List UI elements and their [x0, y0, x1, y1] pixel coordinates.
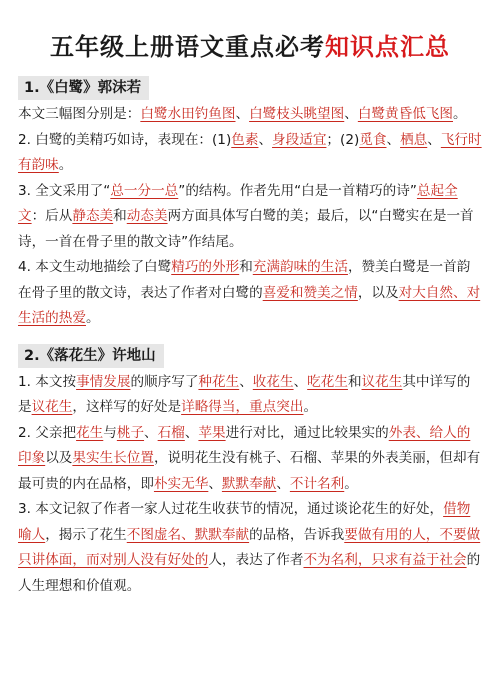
key-point: 白鹭枝头眺望图: [249, 106, 345, 122]
key-point: 苹果: [198, 424, 226, 441]
section-header: 2.《落花生》许地山: [18, 344, 164, 368]
key-point: 静态美: [72, 208, 114, 224]
key-point: 花生: [76, 424, 104, 441]
key-point: 飞行时有韵味: [18, 131, 482, 173]
key-point: 朴实无华: [153, 475, 209, 492]
paragraph: [18, 128, 482, 179]
text-run: 、: [208, 475, 222, 492]
key-point: 外表、给人的印象: [18, 424, 471, 466]
key-point: 不为名利，只求有益于社会: [303, 552, 467, 568]
text-run: 。: [344, 475, 358, 492]
text-run: 、: [258, 131, 273, 148]
key-point: 桃子: [116, 424, 145, 441]
key-point: 总一分一总: [110, 182, 179, 199]
key-point: 动态美: [126, 208, 168, 224]
key-point: 种花生: [198, 373, 240, 390]
text-run: 3. 全文采用了“: [18, 182, 111, 199]
text-run: 人，表达了作者: [208, 552, 304, 568]
paragraph: [18, 497, 482, 599]
section-header: 1.《白鹭》郭沫若: [18, 76, 149, 100]
text-run: 、: [144, 424, 158, 441]
text-run: ”的结构。作者先用“白是一首精巧的诗”: [178, 182, 417, 199]
section-luohuasheng: [18, 332, 482, 600]
text-run: 本文三幅图分别是：: [18, 106, 141, 122]
key-point: 果实生长位置: [72, 450, 154, 466]
text-run: 。: [303, 399, 318, 415]
paragraph: [18, 255, 482, 332]
text-run: 、: [427, 131, 441, 148]
text-run: ，揭示了花生: [45, 526, 127, 543]
key-point: 身段适宜: [272, 131, 327, 148]
key-point: 借物喻人: [18, 501, 471, 543]
paragraph: [18, 421, 482, 498]
page-title: [18, 0, 482, 64]
paragraph: [18, 370, 482, 421]
key-point: 总起全文: [18, 182, 458, 224]
key-point: 白鹭水田钓鱼图: [140, 106, 236, 122]
text-run: 2. 父亲把: [18, 424, 77, 441]
text-run: 和: [239, 259, 253, 275]
text-run: 、: [276, 475, 290, 492]
text-run: ，以及: [357, 284, 399, 301]
text-run: 的顺序写了: [130, 373, 199, 390]
text-run: 。: [58, 157, 73, 173]
text-run: ：后从: [31, 208, 73, 224]
key-point: 默默奉献: [221, 475, 277, 492]
title-highlight: 知识点汇总: [325, 33, 450, 61]
text-run: 、: [184, 424, 199, 441]
text-run: 、: [239, 373, 253, 390]
text-run: 3. 本文记叙了作者一家人过花生收获节的情况，通过谈论花生的好处，: [18, 501, 444, 517]
key-point: 不计名利: [289, 475, 345, 492]
text-run: 和: [113, 208, 127, 224]
key-point: 白鹭黄昏低飞图: [357, 106, 453, 122]
text-run: 以及: [45, 450, 73, 466]
text-run: 、: [386, 131, 401, 148]
key-point: 事情发展: [76, 373, 131, 390]
text-run: 两方面具体写白鹭的美；最后，以“白鹭实在是一首诗，一首在骨子里的散文诗”作结尾。: [18, 208, 474, 250]
key-point: 充满韵味的生活: [252, 259, 348, 275]
key-point: 色素: [231, 131, 259, 148]
key-point: 议花生: [361, 373, 403, 390]
text-run: 2. 白鹭的美精巧如诗，表现在：(1): [18, 131, 232, 148]
text-run: 。: [85, 310, 100, 326]
text-run: 、: [293, 373, 308, 390]
text-run: 1. 本文按: [18, 373, 77, 390]
text-run: 和: [347, 373, 362, 390]
text-run: 、: [235, 106, 250, 122]
text-run: 其中详写的是: [18, 373, 471, 415]
paragraph: [18, 179, 482, 256]
text-run: 。: [453, 106, 467, 122]
key-point: 收花生: [252, 373, 294, 390]
text-run: 进行对比，通过比较果实的: [225, 424, 389, 441]
key-point: 详略得当，重点突出: [181, 399, 304, 415]
key-point: 石榴: [157, 424, 185, 441]
key-point: 不图虚名、默默奉献: [126, 526, 250, 543]
text-run: 与: [103, 424, 117, 441]
paragraph: [18, 102, 482, 128]
key-point: 要做有用的人，不要做只讲体面，而对别人没有好处的: [18, 526, 481, 568]
text-run: 4. 本文生动地描绘了白鹭: [18, 259, 172, 275]
key-point: 栖息: [400, 131, 428, 148]
key-point: 对大自然、对生活的热爱: [18, 284, 481, 326]
key-point: 吃花生: [307, 373, 348, 390]
key-point: 议花生: [31, 399, 73, 415]
section-bailu: [18, 64, 482, 332]
title-main: 五年级上册语文重点必考: [50, 33, 325, 61]
text-run: 的人生理想和价值观。: [18, 552, 481, 594]
key-point: 喜爱和赞美之情: [262, 284, 358, 301]
key-point: 觅食: [359, 131, 387, 148]
text-run: 、: [344, 106, 358, 122]
key-point: 精巧的外形: [171, 259, 240, 275]
text-run: 的品格，告诉我: [249, 526, 345, 543]
text-run: ；(2): [326, 131, 360, 148]
text-run: ，这样写的好处是: [72, 399, 182, 415]
text-run: ，赞美白鹭是一首韵在骨子里的散文诗，表达了作者对白鹭的: [18, 259, 471, 301]
text-run: ，说明花生没有桃子、石榴、苹果的外表美丽，但却有最可贵的内在品格，即: [18, 450, 481, 492]
